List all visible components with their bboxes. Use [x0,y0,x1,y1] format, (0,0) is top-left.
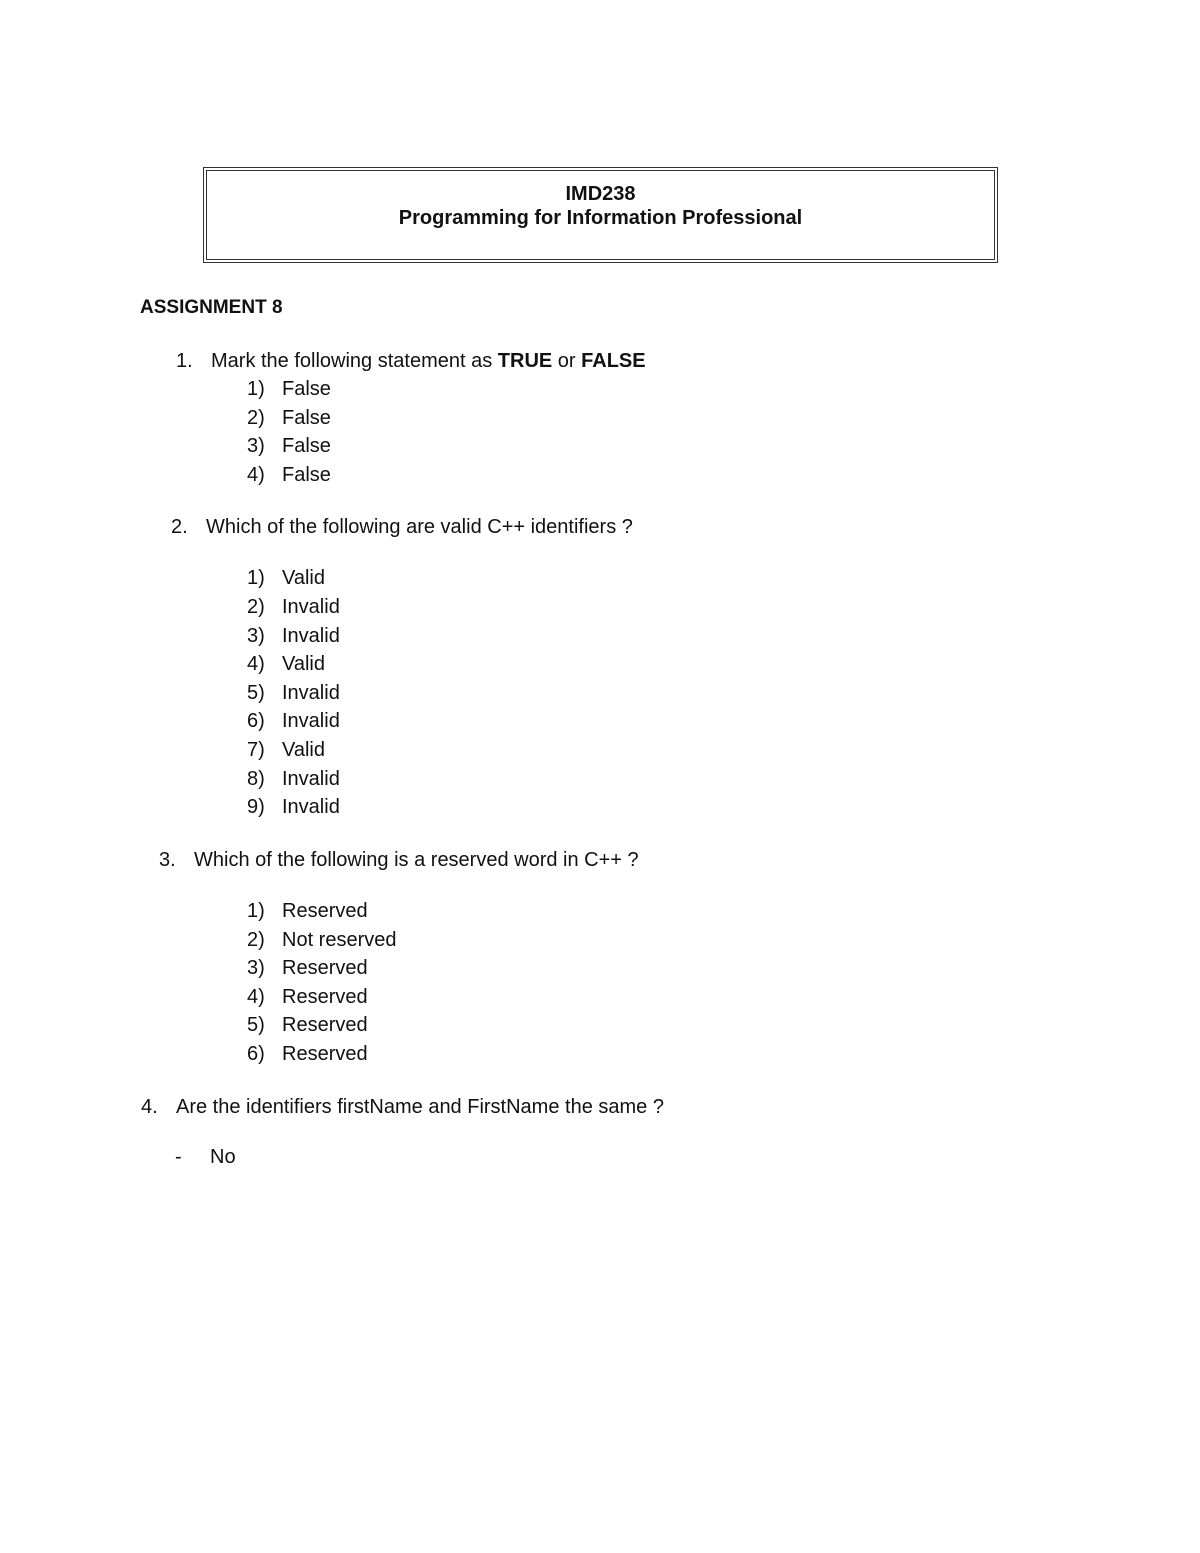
answer-text: Reserved [282,900,368,922]
answer-item [247,463,331,487]
question-number: 4. [141,1096,158,1118]
answer-number: 7) [247,739,265,761]
answer-item [247,1013,368,1037]
question-number: 1. [176,350,193,372]
answer-item [247,928,397,952]
answer-number: 2) [247,929,265,951]
answer-item [247,652,325,676]
answer-text: Invalid [282,710,340,732]
answer-item [247,899,368,923]
answer-number: 6) [247,1043,265,1065]
answer-item [247,681,340,705]
answer-item [247,795,340,819]
course-code: IMD238 [565,183,636,205]
answer-number: 2) [247,596,265,618]
answer-number: 9) [247,796,265,818]
answer-number: 5) [247,1014,265,1036]
question-bold-true: TRUE [497,350,553,372]
course-title-box [203,167,998,263]
answer-item [247,377,331,401]
answer-text: Not reserved [282,929,397,951]
answer-text: Invalid [282,625,340,647]
answer-number: 5) [247,682,265,704]
answer-number: 1) [247,378,265,400]
answer-item [247,595,340,619]
answer-text: Valid [282,653,325,675]
answer-item [175,1145,236,1169]
answer-text: False [282,407,331,429]
answer-item [247,566,325,590]
question-2 [171,515,633,539]
answer-item [247,738,325,762]
answer-text: Invalid [282,768,340,790]
answer-text: Valid [282,739,325,761]
answer-text: Reserved [282,986,368,1008]
course-title: Programming for Information Professional [398,207,803,229]
question-text: Which of the following are valid C++ identifiers ? [206,516,633,538]
answer-item [247,434,331,458]
answer-number: 1) [247,567,265,589]
answer-number: 6) [247,710,265,732]
answer-item [247,624,340,648]
answer-number: 3) [247,957,265,979]
answer-text: Invalid [282,596,340,618]
question-text: Are the identifiers firstName and FirstName the same ? [176,1096,664,1118]
answer-number: 3) [247,625,265,647]
question-1 [176,349,646,373]
answer-text: False [282,378,331,400]
answer-item [247,985,368,1009]
answer-number: 8) [247,768,265,790]
answer-text: Reserved [282,957,368,979]
answer-text: Invalid [282,682,340,704]
answer-text: Reserved [282,1043,368,1065]
answer-number: 4) [247,653,265,675]
answer-text: False [282,464,331,486]
answer-text: Valid [282,567,325,589]
question-text-middle: or [552,350,582,372]
answer-item [247,1042,368,1066]
answer-item [247,406,331,430]
answer-number: 4) [247,986,265,1008]
question-text: Which of the following is a reserved word in C++ ? [194,849,639,871]
answer-number: 2) [247,407,265,429]
assignment-heading: ASSIGNMENT 8 [140,297,283,318]
answer-item [247,956,368,980]
answer-number: 1) [247,900,265,922]
answer-text: Reserved [282,1014,368,1036]
answer-number: 4) [247,464,265,486]
answer-text: Invalid [282,796,340,818]
question-4 [141,1095,664,1119]
question-number: 2. [171,516,188,538]
answer-item [247,709,340,733]
answer-bullet: - [175,1146,182,1168]
answer-number: 3) [247,435,265,457]
question-3 [159,848,639,872]
question-text: Mark the following statement as [211,350,498,372]
question-bold-false: FALSE [581,350,646,372]
answer-item [247,767,340,791]
answer-text: No [210,1146,236,1168]
question-number: 3. [159,849,176,871]
answer-text: False [282,435,331,457]
